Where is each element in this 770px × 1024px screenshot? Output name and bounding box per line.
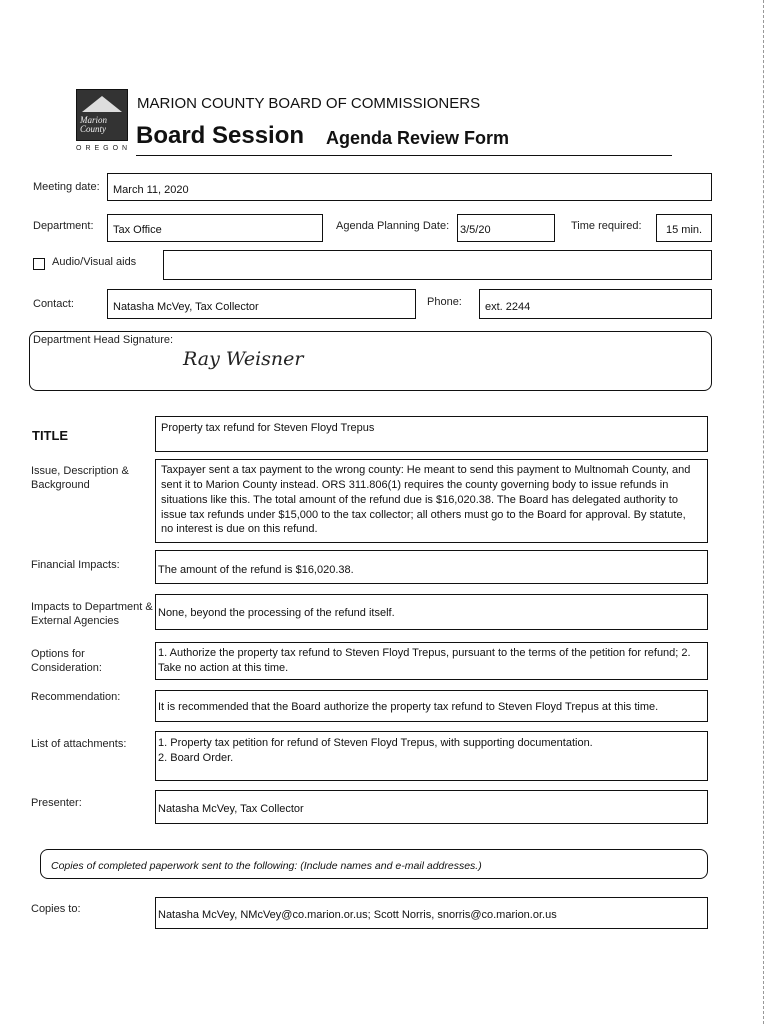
attachments-item-1: 1. Property tax petition for refund of Steven Floyd Trepus, with supporting documentation. — [158, 737, 593, 749]
time-required-label: Time required: — [571, 220, 642, 232]
copies-note: Copies of completed paperwork sent to the following: (Include names and e-mail addresses.) — [51, 860, 482, 872]
time-required-field[interactable] — [656, 214, 712, 242]
phone-value: ext. 2244 — [485, 301, 531, 313]
page-edge — [762, 0, 764, 1024]
impacts-value: None, beyond the processing of the refund itself. — [158, 607, 395, 619]
financial-value: The amount of the refund is $16,020.38. — [158, 564, 354, 576]
contact-label: Contact: — [33, 298, 74, 310]
planning-date-label: Agenda Planning Date: — [336, 220, 450, 232]
presenter-value: Natasha McVey, Tax Collector — [158, 803, 304, 815]
department-value: Tax Office — [113, 224, 162, 236]
attachments-field[interactable] — [155, 731, 708, 781]
title-field[interactable] — [155, 416, 708, 452]
department-field[interactable] — [107, 214, 323, 242]
av-checkbox[interactable] — [33, 258, 45, 270]
copies-field[interactable] — [155, 897, 708, 929]
copies-label: Copies to: — [31, 903, 81, 915]
financial-field[interactable] — [155, 550, 708, 584]
options-value: 1. Authorize the property tax refund to Steven Floyd Trepus, pursuant to the terms of the petition for refund; 2. Take no action at this time. — [158, 647, 691, 674]
meeting-date-label: Meeting date: — [33, 181, 100, 193]
av-label: Audio/Visual aids — [52, 256, 137, 268]
attachments-item-2: 2. Board Order. — [158, 751, 234, 764]
title-value: Property tax refund for Steven Floyd Trepus — [161, 422, 375, 434]
impacts-field[interactable] — [155, 594, 708, 630]
time-required-value: 15 min. — [666, 224, 703, 236]
contact-field[interactable] — [107, 289, 416, 319]
title-label: TITLE — [32, 428, 69, 443]
presenter-label: Presenter: — [31, 797, 82, 809]
impacts-label: Impacts to Department & External Agencies — [31, 601, 153, 628]
department-label: Department: — [33, 220, 94, 232]
issue-field[interactable] — [155, 459, 708, 543]
marion-county-logo — [76, 89, 128, 141]
contact-value: Natasha McVey, Tax Collector — [113, 301, 259, 313]
logo-text: Marion County — [80, 115, 107, 134]
signature: Ray Weisner — [183, 348, 304, 370]
meeting-date-value: March 11, 2020 — [113, 184, 189, 196]
header-rule — [136, 155, 672, 156]
av-field[interactable] — [163, 250, 712, 280]
mountain-icon — [82, 96, 122, 112]
form-title: Board Session — [136, 122, 305, 149]
phone-label: Phone: — [427, 296, 462, 308]
issue-value: Taxpayer sent a tax payment to the wrong county: He meant to send this payment to Multnomah County, and sent it to Marion County instead. ORS 311.806(1) requires the county governing body to issue refunds in situations like this. The total amount of the refund due is $16,020.38. The Board has delegated authority to issue tax refunds under $15,000 to the tax collector; all others must go to the Board for approval. By statute, no interest is due on this refund. — [161, 464, 691, 536]
signature-box[interactable] — [29, 331, 712, 391]
org-name: MARION COUNTY BOARD OF COMMISSIONERS — [137, 95, 481, 112]
presenter-field[interactable] — [155, 790, 708, 824]
options-label: Options for Consideration: — [31, 648, 102, 675]
financial-label: Financial Impacts: — [31, 559, 120, 571]
signature-label: Department Head Signature: — [33, 334, 174, 346]
recommendation-value: It is recommended that the Board authorize the property tax refund to Steven Floyd Trepus at this time. — [158, 701, 659, 713]
meeting-date-field[interactable] — [107, 173, 712, 201]
issue-label: Issue, Description & Background — [31, 465, 129, 492]
recommendation-field[interactable] — [155, 690, 708, 722]
planning-date-field[interactable] — [457, 214, 555, 242]
copies-note-box — [40, 849, 708, 879]
options-field[interactable] — [155, 642, 708, 680]
form-subtitle: Agenda Review Form — [326, 128, 510, 148]
copies-value: Natasha McVey, NMcVey@co.marion.or.us; Scott Norris, snorris@co.marion.or.us — [158, 909, 557, 921]
logo-state: OREGON — [76, 145, 132, 152]
attachments-label: List of attachments: — [31, 738, 127, 750]
planning-date-value: 3/5/20 — [460, 224, 491, 236]
recommendation-label: Recommendation: — [31, 691, 121, 703]
phone-field[interactable] — [479, 289, 712, 319]
